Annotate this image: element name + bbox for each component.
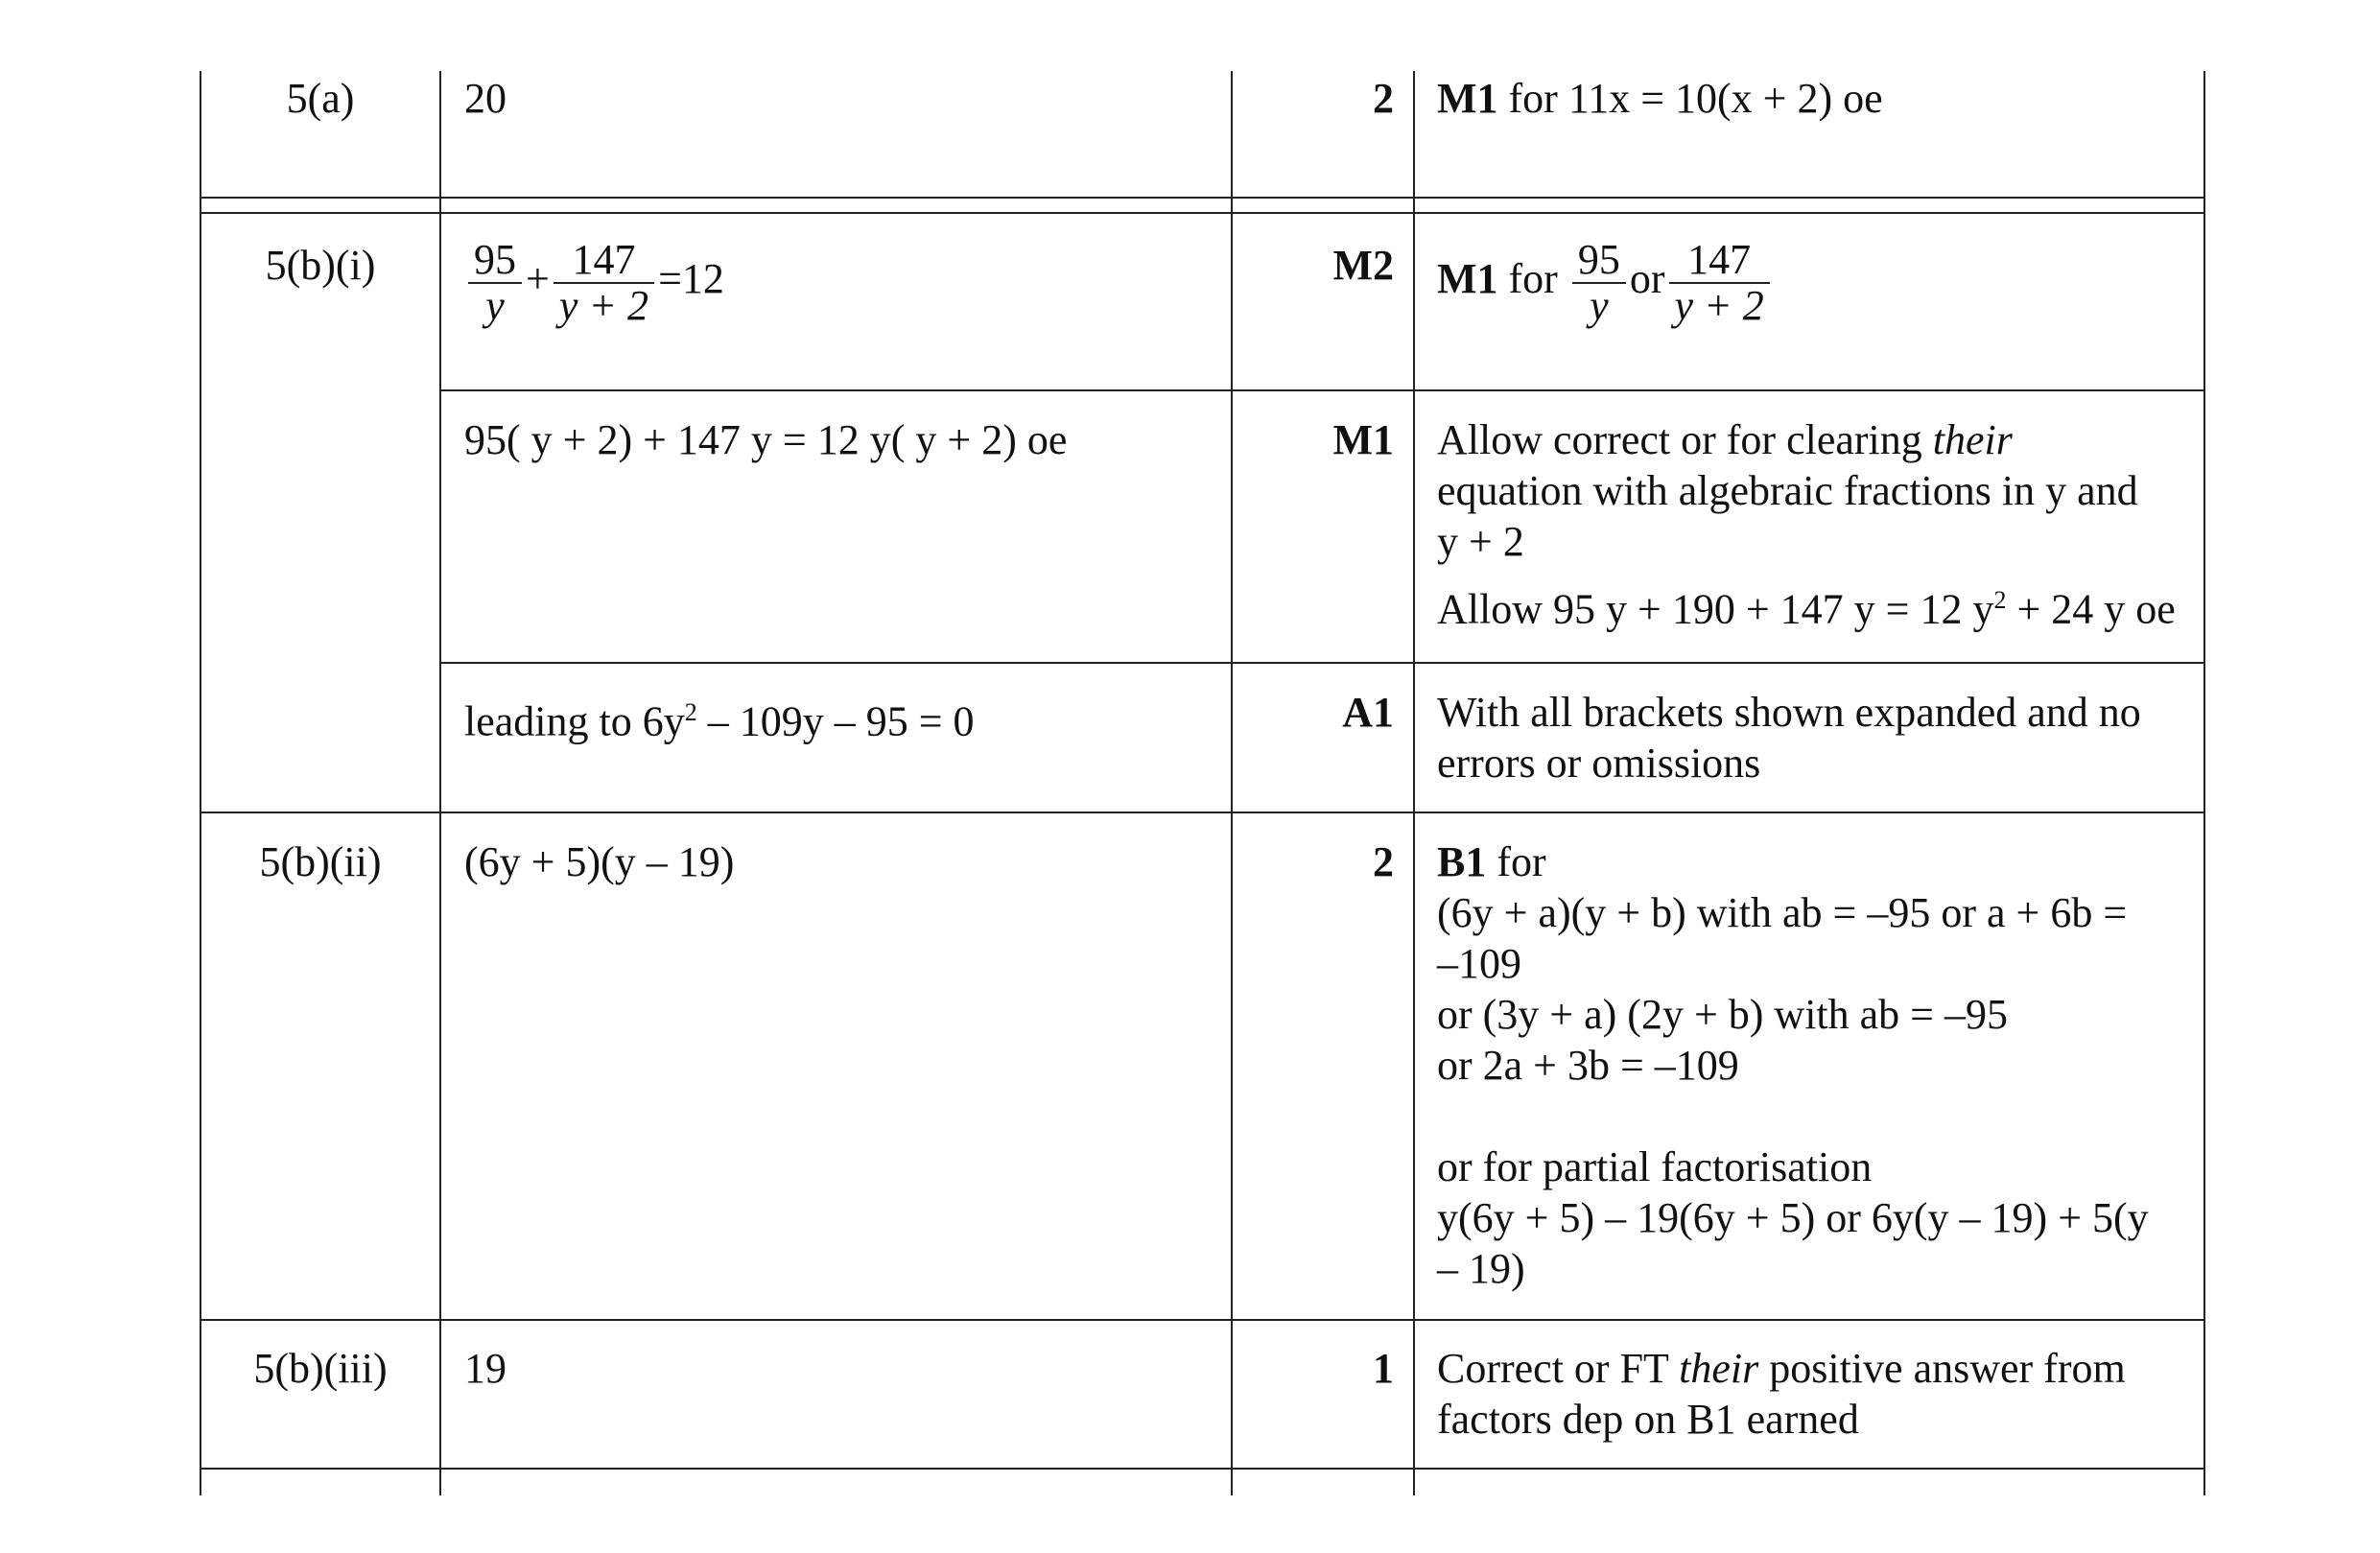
numerator: 147 xyxy=(1669,238,1770,284)
row-rule xyxy=(200,1319,2205,1321)
guidance-text: y + 2 xyxy=(1437,518,1524,565)
marks-cell: M2 xyxy=(1332,242,1394,289)
answer-cell xyxy=(464,687,975,747)
denominator: y + 2 xyxy=(558,282,649,329)
question-label: 5(b)(iii) xyxy=(253,1345,388,1392)
guidance-text: + 24 y oe xyxy=(2006,585,2176,633)
guidance-text: for xyxy=(1497,255,1558,303)
guidance-text: or for partial factorisation xyxy=(1437,1143,1873,1190)
guidance-text: Allow 95 y + 190 + 147 y = 12 y xyxy=(1437,585,1994,633)
double-rule-bottom xyxy=(200,212,2205,214)
guidance-emphasis: their xyxy=(1679,1345,1759,1392)
numerator: 95 xyxy=(1572,238,1626,284)
or-word: or xyxy=(1629,255,1665,303)
fraction xyxy=(554,238,654,328)
plus-sign: + xyxy=(526,255,550,303)
fraction xyxy=(468,238,522,328)
guidance-cell xyxy=(1437,414,2176,635)
guidance-text: for 11x = 10(x + 2) oe xyxy=(1497,75,1883,122)
guidance-text: or 2a + 3b = –109 xyxy=(1437,1042,1739,1089)
denominator: y xyxy=(1590,282,1609,329)
row-rule xyxy=(439,662,2205,664)
guidance-text: Allow correct or for clearing xyxy=(1437,416,1933,463)
guidance-text: Correct or FT xyxy=(1437,1345,1680,1392)
guidance-cell xyxy=(1437,836,2149,1294)
guidance-text: (6y + a)(y + b) with ab = –95 or a + 6b = xyxy=(1437,889,2128,936)
marks-cell: M1 xyxy=(1332,416,1394,463)
guidance-text: positive answer from xyxy=(1758,1345,2126,1392)
table-border-right xyxy=(2203,71,2205,1495)
guidance-text: – 19) xyxy=(1437,1245,1525,1292)
mark-code: M1 xyxy=(1437,75,1498,122)
answer-text: – 109y – 95 = 0 xyxy=(696,697,975,745)
denominator: y + 2 xyxy=(1674,282,1764,329)
superscript: 2 xyxy=(1993,586,2007,614)
double-rule-top xyxy=(200,197,2205,199)
table-divider-question xyxy=(439,71,441,1495)
row-rule xyxy=(439,389,2205,391)
question-label: 5(a) xyxy=(286,75,355,122)
question-label: 5(b)(i) xyxy=(265,242,376,289)
guidance-text: or (3y + a) (2y + b) with ab = –95 xyxy=(1437,991,2008,1038)
fraction xyxy=(1669,238,1770,328)
answer-cell: 19 xyxy=(464,1345,507,1392)
answer-cell: (6y + 5)(y – 19) xyxy=(464,838,735,885)
marks-cell: A1 xyxy=(1342,689,1394,736)
guidance-emphasis: their xyxy=(1932,416,2013,463)
guidance-text: –109 xyxy=(1437,940,1521,987)
marks-cell: 2 xyxy=(1373,75,1394,122)
guidance-text: for xyxy=(1486,838,1546,885)
answer-text: leading to 6y xyxy=(464,697,685,745)
fraction xyxy=(1572,238,1626,328)
numerator: 147 xyxy=(554,238,654,284)
row-rule xyxy=(200,1468,2205,1470)
guidance-cell xyxy=(1437,687,2141,788)
mark-code: M1 xyxy=(1437,255,1498,303)
table-divider-marks xyxy=(1413,71,1415,1495)
guidance-text: equation with algebraic fractions in y and xyxy=(1437,467,2138,514)
guidance-text: y(6y + 5) – 19(6y + 5) or 6y(y – 19) + 5(y xyxy=(1437,1194,2149,1241)
mark-code: B1 xyxy=(1437,838,1487,885)
guidance-text: errors or omissions xyxy=(1437,740,1761,787)
superscript: 2 xyxy=(684,698,697,726)
question-label: 5(b)(ii) xyxy=(259,838,382,885)
guidance-text: factors dep on B1 earned xyxy=(1437,1396,1859,1443)
guidance-cell xyxy=(1437,1343,2126,1445)
guidance-cell xyxy=(1437,73,1883,124)
answer-cell: 20 xyxy=(464,75,507,122)
guidance-cell xyxy=(1437,238,1774,328)
equals-value: =12 xyxy=(658,255,724,303)
answer-cell: 95( y + 2) + 147 y = 12 y( y + 2) oe xyxy=(464,416,1068,463)
row-rule xyxy=(200,812,2205,813)
guidance-text: With all brackets shown expanded and no xyxy=(1437,689,2141,736)
numerator: 95 xyxy=(468,238,522,284)
marks-cell: 1 xyxy=(1373,1345,1394,1392)
denominator: y xyxy=(485,282,505,329)
answer-cell xyxy=(464,238,724,328)
marks-cell: 2 xyxy=(1373,838,1394,885)
